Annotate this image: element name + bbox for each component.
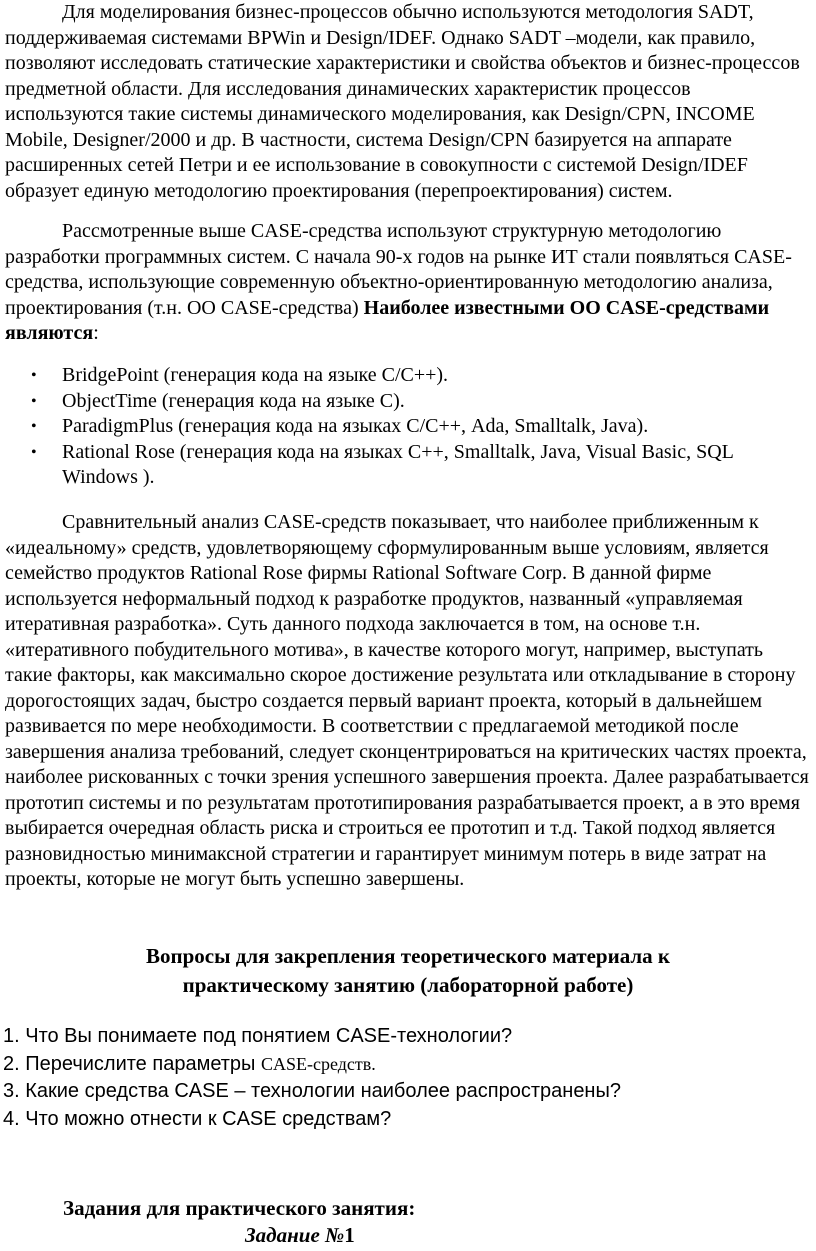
paragraph-oo-case (5, 219, 813, 347)
bullet-icon: • (31, 443, 37, 461)
list-item-text: BridgePoint (генерация кода на языке С/С++). (62, 364, 449, 386)
questions-list (3, 1023, 621, 1133)
paragraph-rational-rose-text: Сравнительный анализ CASE-средств показывает, что наиболее приближенным к «идеальному» средств, удовлетворяющему сформулированным выше условиям, является семейство продуктов Rational Rose фирмы Rational Software Corp. В данной фирме используется неформальный подход к разработке продуктов, названный «управляемая итеративная разработка». Суть данного подхода заключается в том, на основе т.н. «итеративного побудительного мотива», в качестве которого могут, например, выступать такие факторы, как максимально скорое достижение результата или откладывание в сторону дорогостоящих задач, быстро создается первый вариант проекта, который в дальнейшем развивается по мере необходимости. В соответствии с предлагаемой методикой после завершения анализа требований, следует сконцентрироваться на критических частях проекта, наиболее рискованных с точки зрения успешного завершения проекта. Далее разрабатывается прототип системы и по результатам прототипирования разрабатывается проект, а в это время выбирается очередная область риска и строиться ее прототип и т.д. Такой подход является разновидностью минимаксной стратегии и гарантирует минимум потерь в виде затрат на проекты, которые не могут быть успешно завершены. (5, 511, 809, 890)
tasks-heading: Задания для практического занятия: (63, 1196, 416, 1220)
paragraph-oo-case-text: Рассмотренные выше CASE-средства используют структурную методологию разработки программных систем. С начала 90-х годов на рынке ИТ стали появляться CASE-средства, использующие современную объектно-ориентированную методологию анализа, проектирования (т.н. ОО CASE-средства) (5, 220, 792, 319)
list-item-text: Rational Rose (генерация кода на языках С++, Smalltalk, Java, Visual Basic, SQL Windows ). (62, 440, 734, 488)
task-number: 1 (344, 1223, 355, 1247)
list-item-text: ObjectTime (генерация кода на языке С). (62, 389, 405, 412)
question-text: 3. Какие средства CASE – технологии наиболее распространены? (3, 1080, 621, 1102)
bullet-icon: • (31, 418, 37, 435)
question-text: 4. Что можно отнести к CASE средствам? (3, 1107, 392, 1130)
paragraph-oo-case-bold: Наиболее известными ОО CASE-средствами являются (5, 296, 770, 344)
paragraph-oo-case-colon: : (93, 322, 99, 344)
bullet-icon: • (31, 367, 37, 384)
task-title (245, 1222, 355, 1249)
oo-case-tools-list (0, 363, 816, 491)
questions-title-line-2: практическому занятию (лабораторной работе) (182, 973, 634, 997)
paragraph-sadt (5, 0, 813, 204)
list-item (0, 414, 802, 440)
paragraph-rational-rose (5, 510, 813, 893)
question-text: 2. Перечислите параметры (3, 1052, 261, 1075)
list-item (0, 363, 802, 389)
list-item-text: ParadigmPlus (генерация кода на языках С/С++, Ada, Smalltalk, Java). (62, 415, 649, 437)
question-text-serif: CASE-средств. (261, 1053, 376, 1074)
questions-title-line-1: Вопросы для закрепления теоретического материала к (145, 944, 671, 968)
paragraph-sadt-text: Для моделирования бизнес-процессов обычно используются методология SADT, поддерживаемая системами BPWin и Design/IDEF. Однако SADT –модели, как правило, позволяют исследовать статические характеристики и свойства объектов и бизнес-процессов предметной области. Для исследования динамических характеристик процессов используются такие системы динамического моделирования, как Design/CPN, INCOME Mobile, Designer/2000 и др. В частности, система Design/CPN базируется на аппарате расширенных сетей Петри и ее использование в совокупности с системой Design/IDEF образует единую методологию проектирования (перепроектирования) систем. (5, 1, 800, 202)
question-item (3, 1023, 621, 1051)
bullet-icon: • (31, 392, 37, 410)
list-item (0, 389, 802, 415)
question-item (3, 1051, 621, 1079)
question-item (3, 1106, 621, 1134)
task-label: Задание № (245, 1223, 345, 1247)
question-text: 1. Что Вы понимаете под понятием CASE-технологии? (3, 1025, 513, 1047)
list-item (0, 440, 802, 491)
question-item (3, 1078, 621, 1106)
